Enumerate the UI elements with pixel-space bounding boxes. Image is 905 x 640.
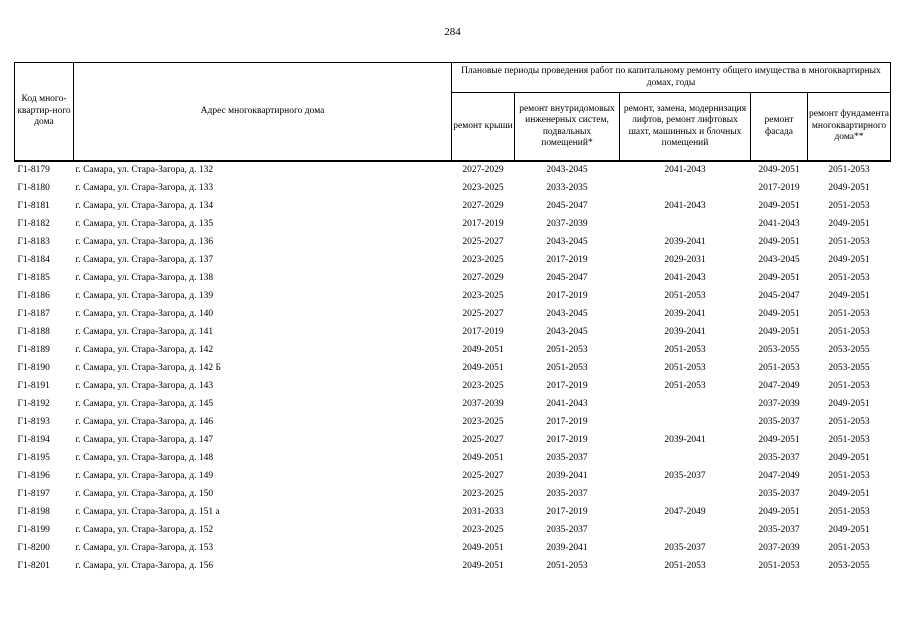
cell-roof: 2023-2025 [462, 417, 504, 428]
cell-roof: 2023-2025 [462, 255, 504, 266]
cell-roof: 2049-2051 [462, 453, 504, 464]
table-row [15, 288, 891, 306]
cell-foundation: 2049-2051 [828, 183, 870, 194]
cell-lifts: 2039-2041 [664, 327, 706, 338]
table-row [15, 432, 891, 450]
cell-facade: 2049-2051 [758, 165, 800, 176]
cell-address: г. Самара, ул. Стара-Загора, д. 134 [75, 201, 214, 212]
table-row [15, 360, 891, 378]
table-row [15, 450, 891, 468]
cell-code: Г1-8199 [17, 525, 50, 536]
cell-roof: 2025-2027 [462, 237, 504, 248]
cell-foundation: 2049-2051 [828, 219, 870, 230]
cell-code: Г1-8201 [17, 561, 50, 572]
cell-lifts [620, 396, 751, 414]
cell-facade: 2051-2053 [758, 561, 800, 572]
cell-facade: 2051-2053 [758, 363, 800, 374]
cell-address: г. Самара, ул. Стара-Загора, д. 153 [75, 543, 214, 554]
cell-address: г. Самара, ул. Стара-Загора, д. 156 [75, 561, 214, 572]
cell-lifts [620, 486, 751, 504]
cell-roof: 2025-2027 [462, 309, 504, 320]
table-row [15, 270, 891, 288]
cell-code: Г1-8186 [17, 291, 50, 302]
cell-foundation: 2051-2053 [828, 237, 870, 248]
cell-systems: 2045-2047 [546, 201, 588, 212]
table-row [15, 342, 891, 360]
cell-systems: 2043-2045 [546, 309, 588, 320]
header-roof: ремонт крыши [452, 93, 515, 162]
cell-address: г. Самара, ул. Стара-Загора, д. 136 [75, 237, 214, 248]
cell-lifts [620, 522, 751, 540]
cell-roof: 2027-2029 [462, 273, 504, 284]
cell-foundation: 2051-2053 [828, 273, 870, 284]
cell-address: г. Самара, ул. Стара-Загора, д. 137 [75, 255, 214, 266]
cell-roof: 2049-2051 [462, 345, 504, 356]
cell-foundation: 2049-2051 [828, 525, 870, 536]
cell-facade: 2053-2055 [758, 345, 800, 356]
cell-code: Г1-8194 [17, 435, 50, 446]
cell-roof: 2027-2029 [462, 165, 504, 176]
table-row [15, 378, 891, 396]
cell-systems: 2041-2043 [546, 399, 588, 410]
cell-address: г. Самара, ул. Стара-Загора, д. 150 [75, 489, 214, 500]
cell-facade: 2037-2039 [758, 543, 800, 554]
cell-systems: 2039-2041 [546, 543, 588, 554]
table-row [15, 252, 891, 270]
cell-facade: 2047-2049 [758, 471, 800, 482]
cell-address: г. Самара, ул. Стара-Загора, д. 140 [75, 309, 214, 320]
cell-address: г. Самара, ул. Стара-Загора, д. 145 [75, 399, 214, 410]
table-header [15, 63, 891, 162]
cell-address: г. Самара, ул. Стара-Загора, д. 149 [75, 471, 214, 482]
cell-address: г. Самара, ул. Стара-Загора, д. 143 [75, 381, 214, 392]
cell-roof: 2037-2039 [462, 399, 504, 410]
cell-code: Г1-8190 [17, 363, 50, 374]
cell-code: Г1-8196 [17, 471, 50, 482]
cell-facade: 2037-2039 [758, 399, 800, 410]
cell-facade: 2017-2019 [758, 183, 800, 194]
header-address: Адрес многоквартирного дома [74, 63, 452, 162]
cell-facade: 2043-2045 [758, 255, 800, 266]
cell-address: г. Самара, ул. Стара-Загора, д. 135 [75, 219, 214, 230]
cell-lifts: 2051-2053 [664, 345, 706, 356]
cell-lifts: 2041-2043 [664, 273, 706, 284]
cell-lifts: 2047-2049 [664, 507, 706, 518]
page-number: 284 [444, 26, 461, 38]
cell-facade: 2049-2051 [758, 237, 800, 248]
cell-roof: 2023-2025 [462, 525, 504, 536]
cell-systems: 2043-2045 [546, 327, 588, 338]
cell-address: г. Самара, ул. Стара-Загора, д. 141 [75, 327, 214, 338]
cell-lifts: 2035-2037 [664, 543, 706, 554]
cell-code: Г1-8198 [17, 507, 50, 518]
cell-foundation: 2053-2055 [828, 345, 870, 356]
table-row [15, 216, 891, 234]
cell-code: Г1-8182 [17, 219, 50, 230]
cell-code: Г1-8183 [17, 237, 50, 248]
cell-systems: 2017-2019 [546, 435, 588, 446]
table-row [15, 504, 891, 522]
cell-facade: 2035-2037 [758, 525, 800, 536]
cell-roof: 2031-2033 [462, 507, 504, 518]
cell-address: г. Самара, ул. Стара-Загора, д. 142 Б [75, 363, 221, 374]
cell-facade: 2035-2037 [758, 489, 800, 500]
cell-lifts: 2039-2041 [664, 309, 706, 320]
cell-roof: 2017-2019 [462, 327, 504, 338]
cell-foundation: 2049-2051 [828, 489, 870, 500]
cell-roof: 2023-2025 [462, 489, 504, 500]
cell-address: г. Самара, ул. Стара-Загора, д. 142 [75, 345, 214, 356]
cell-code: Г1-8197 [17, 489, 50, 500]
cell-code: Г1-8195 [17, 453, 50, 464]
header-lifts: ремонт, замена, модернизация лифтов, ремонт лифтовых шахт, машинных и блочных помещений [620, 93, 751, 162]
cell-lifts: 2029-2031 [664, 255, 706, 266]
cell-facade: 2049-2051 [758, 435, 800, 446]
table-row [15, 180, 891, 198]
cell-address: г. Самара, ул. Стара-Загора, д. 151 а [75, 507, 220, 518]
cell-systems: 2035-2037 [546, 489, 588, 500]
cell-lifts [620, 450, 751, 468]
cell-address: г. Самара, ул. Стара-Загора, д. 152 [75, 525, 214, 536]
cell-lifts [620, 180, 751, 198]
table-row [15, 522, 891, 540]
table-row [15, 540, 891, 558]
cell-facade: 2049-2051 [758, 273, 800, 284]
table-row [15, 558, 891, 576]
cell-systems: 2037-2039 [546, 219, 588, 230]
cell-facade: 2041-2043 [758, 219, 800, 230]
cell-code: Г1-8200 [17, 543, 50, 554]
cell-facade: 2035-2037 [758, 453, 800, 464]
cell-roof: 2049-2051 [462, 363, 504, 374]
table-row [15, 306, 891, 324]
cell-code: Г1-8181 [17, 201, 50, 212]
table-row [15, 468, 891, 486]
cell-systems: 2051-2053 [546, 363, 588, 374]
cell-systems: 2045-2047 [546, 273, 588, 284]
cell-systems: 2017-2019 [546, 291, 588, 302]
cell-facade: 2049-2051 [758, 309, 800, 320]
cell-code: Г1-8193 [17, 417, 50, 428]
cell-systems: 2039-2041 [546, 471, 588, 482]
cell-systems: 2017-2019 [546, 381, 588, 392]
cell-lifts: 2035-2037 [664, 471, 706, 482]
cell-foundation: 2051-2053 [828, 165, 870, 176]
cell-address: г. Самара, ул. Стара-Загора, д. 139 [75, 291, 214, 302]
cell-facade: 2045-2047 [758, 291, 800, 302]
header-facade: ремонт фасада [751, 93, 808, 162]
cell-foundation: 2051-2053 [828, 417, 870, 428]
cell-foundation: 2051-2053 [828, 435, 870, 446]
cell-roof: 2023-2025 [462, 291, 504, 302]
cell-address: г. Самара, ул. Стара-Загора, д. 133 [75, 183, 214, 194]
cell-foundation: 2049-2051 [828, 453, 870, 464]
cell-lifts: 2051-2053 [664, 291, 706, 302]
cell-lifts: 2039-2041 [664, 237, 706, 248]
cell-lifts [620, 216, 751, 234]
header-foundation: ремонт фундамента многоквартирного дома** [808, 93, 891, 162]
cell-foundation: 2051-2053 [828, 471, 870, 482]
cell-address: г. Самара, ул. Стара-Загора, д. 132 [75, 165, 214, 176]
cell-roof: 2049-2051 [462, 561, 504, 572]
cell-roof: 2023-2025 [462, 381, 504, 392]
cell-systems: 2035-2037 [546, 525, 588, 536]
cell-code: Г1-8180 [17, 183, 50, 194]
cell-address: г. Самара, ул. Стара-Загора, д. 146 [75, 417, 214, 428]
cell-foundation: 2051-2053 [828, 543, 870, 554]
cell-code: Г1-8184 [17, 255, 50, 266]
cell-code: Г1-8187 [17, 309, 50, 320]
cell-address: г. Самара, ул. Стара-Загора, д. 138 [75, 273, 214, 284]
cell-lifts: 2051-2053 [664, 561, 706, 572]
cell-facade: 2035-2037 [758, 417, 800, 428]
cell-systems: 2043-2045 [546, 237, 588, 248]
cell-code: Г1-8188 [17, 327, 50, 338]
cell-roof: 2017-2019 [462, 219, 504, 230]
cell-facade: 2049-2051 [758, 327, 800, 338]
table-row [15, 198, 891, 216]
cell-foundation: 2051-2053 [828, 201, 870, 212]
cell-systems: 2033-2035 [546, 183, 588, 194]
cell-facade: 2049-2051 [758, 201, 800, 212]
cell-foundation: 2053-2055 [828, 561, 870, 572]
cell-foundation: 2051-2053 [828, 309, 870, 320]
cell-roof: 2049-2051 [462, 543, 504, 554]
cell-code: Г1-8192 [17, 399, 50, 410]
cell-roof: 2027-2029 [462, 201, 504, 212]
table-row [15, 414, 891, 432]
table-row [15, 486, 891, 504]
cell-code: Г1-8189 [17, 345, 50, 356]
table-row [15, 396, 891, 414]
cell-foundation: 2051-2053 [828, 381, 870, 392]
cell-systems: 2051-2053 [546, 345, 588, 356]
cell-code: Г1-8191 [17, 381, 50, 392]
cell-lifts [620, 414, 751, 432]
header-systems: ремонт внутридомовых инженерных систем, подвальных помещений* [515, 93, 620, 162]
cell-address: г. Самара, ул. Стара-Загора, д. 147 [75, 435, 214, 446]
cell-foundation: 2053-2055 [828, 363, 870, 374]
cell-roof: 2025-2027 [462, 471, 504, 482]
cell-lifts: 2041-2043 [664, 201, 706, 212]
table-row [15, 324, 891, 342]
cell-facade: 2049-2051 [758, 507, 800, 518]
cell-lifts: 2051-2053 [664, 363, 706, 374]
cell-lifts: 2051-2053 [664, 381, 706, 392]
cell-foundation: 2051-2053 [828, 507, 870, 518]
cell-systems: 2017-2019 [546, 255, 588, 266]
table-body [15, 161, 891, 576]
header-code: Код много-квартир-ного дома [15, 63, 74, 162]
cell-systems: 2035-2037 [546, 453, 588, 464]
cell-lifts: 2039-2041 [664, 435, 706, 446]
cell-code: Г1-8179 [17, 165, 50, 176]
cell-facade: 2047-2049 [758, 381, 800, 392]
cell-address: г. Самара, ул. Стара-Загора, д. 148 [75, 453, 214, 464]
table-row [15, 161, 891, 180]
cell-foundation: 2049-2051 [828, 291, 870, 302]
repair-schedule-table [14, 62, 891, 576]
cell-roof: 2025-2027 [462, 435, 504, 446]
cell-foundation: 2049-2051 [828, 255, 870, 266]
cell-systems: 2051-2053 [546, 561, 588, 572]
cell-code: Г1-8185 [17, 273, 50, 284]
cell-roof: 2023-2025 [462, 183, 504, 194]
cell-systems: 2043-2045 [546, 165, 588, 176]
header-periods-group: Плановые периоды проведения работ по капитальному ремонту общего имущества в многоквартирных домах, годы [452, 63, 891, 93]
cell-systems: 2017-2019 [546, 507, 588, 518]
cell-foundation: 2051-2053 [828, 327, 870, 338]
cell-foundation: 2049-2051 [828, 399, 870, 410]
cell-lifts: 2041-2043 [664, 165, 706, 176]
cell-systems: 2017-2019 [546, 417, 588, 428]
table-row [15, 234, 891, 252]
